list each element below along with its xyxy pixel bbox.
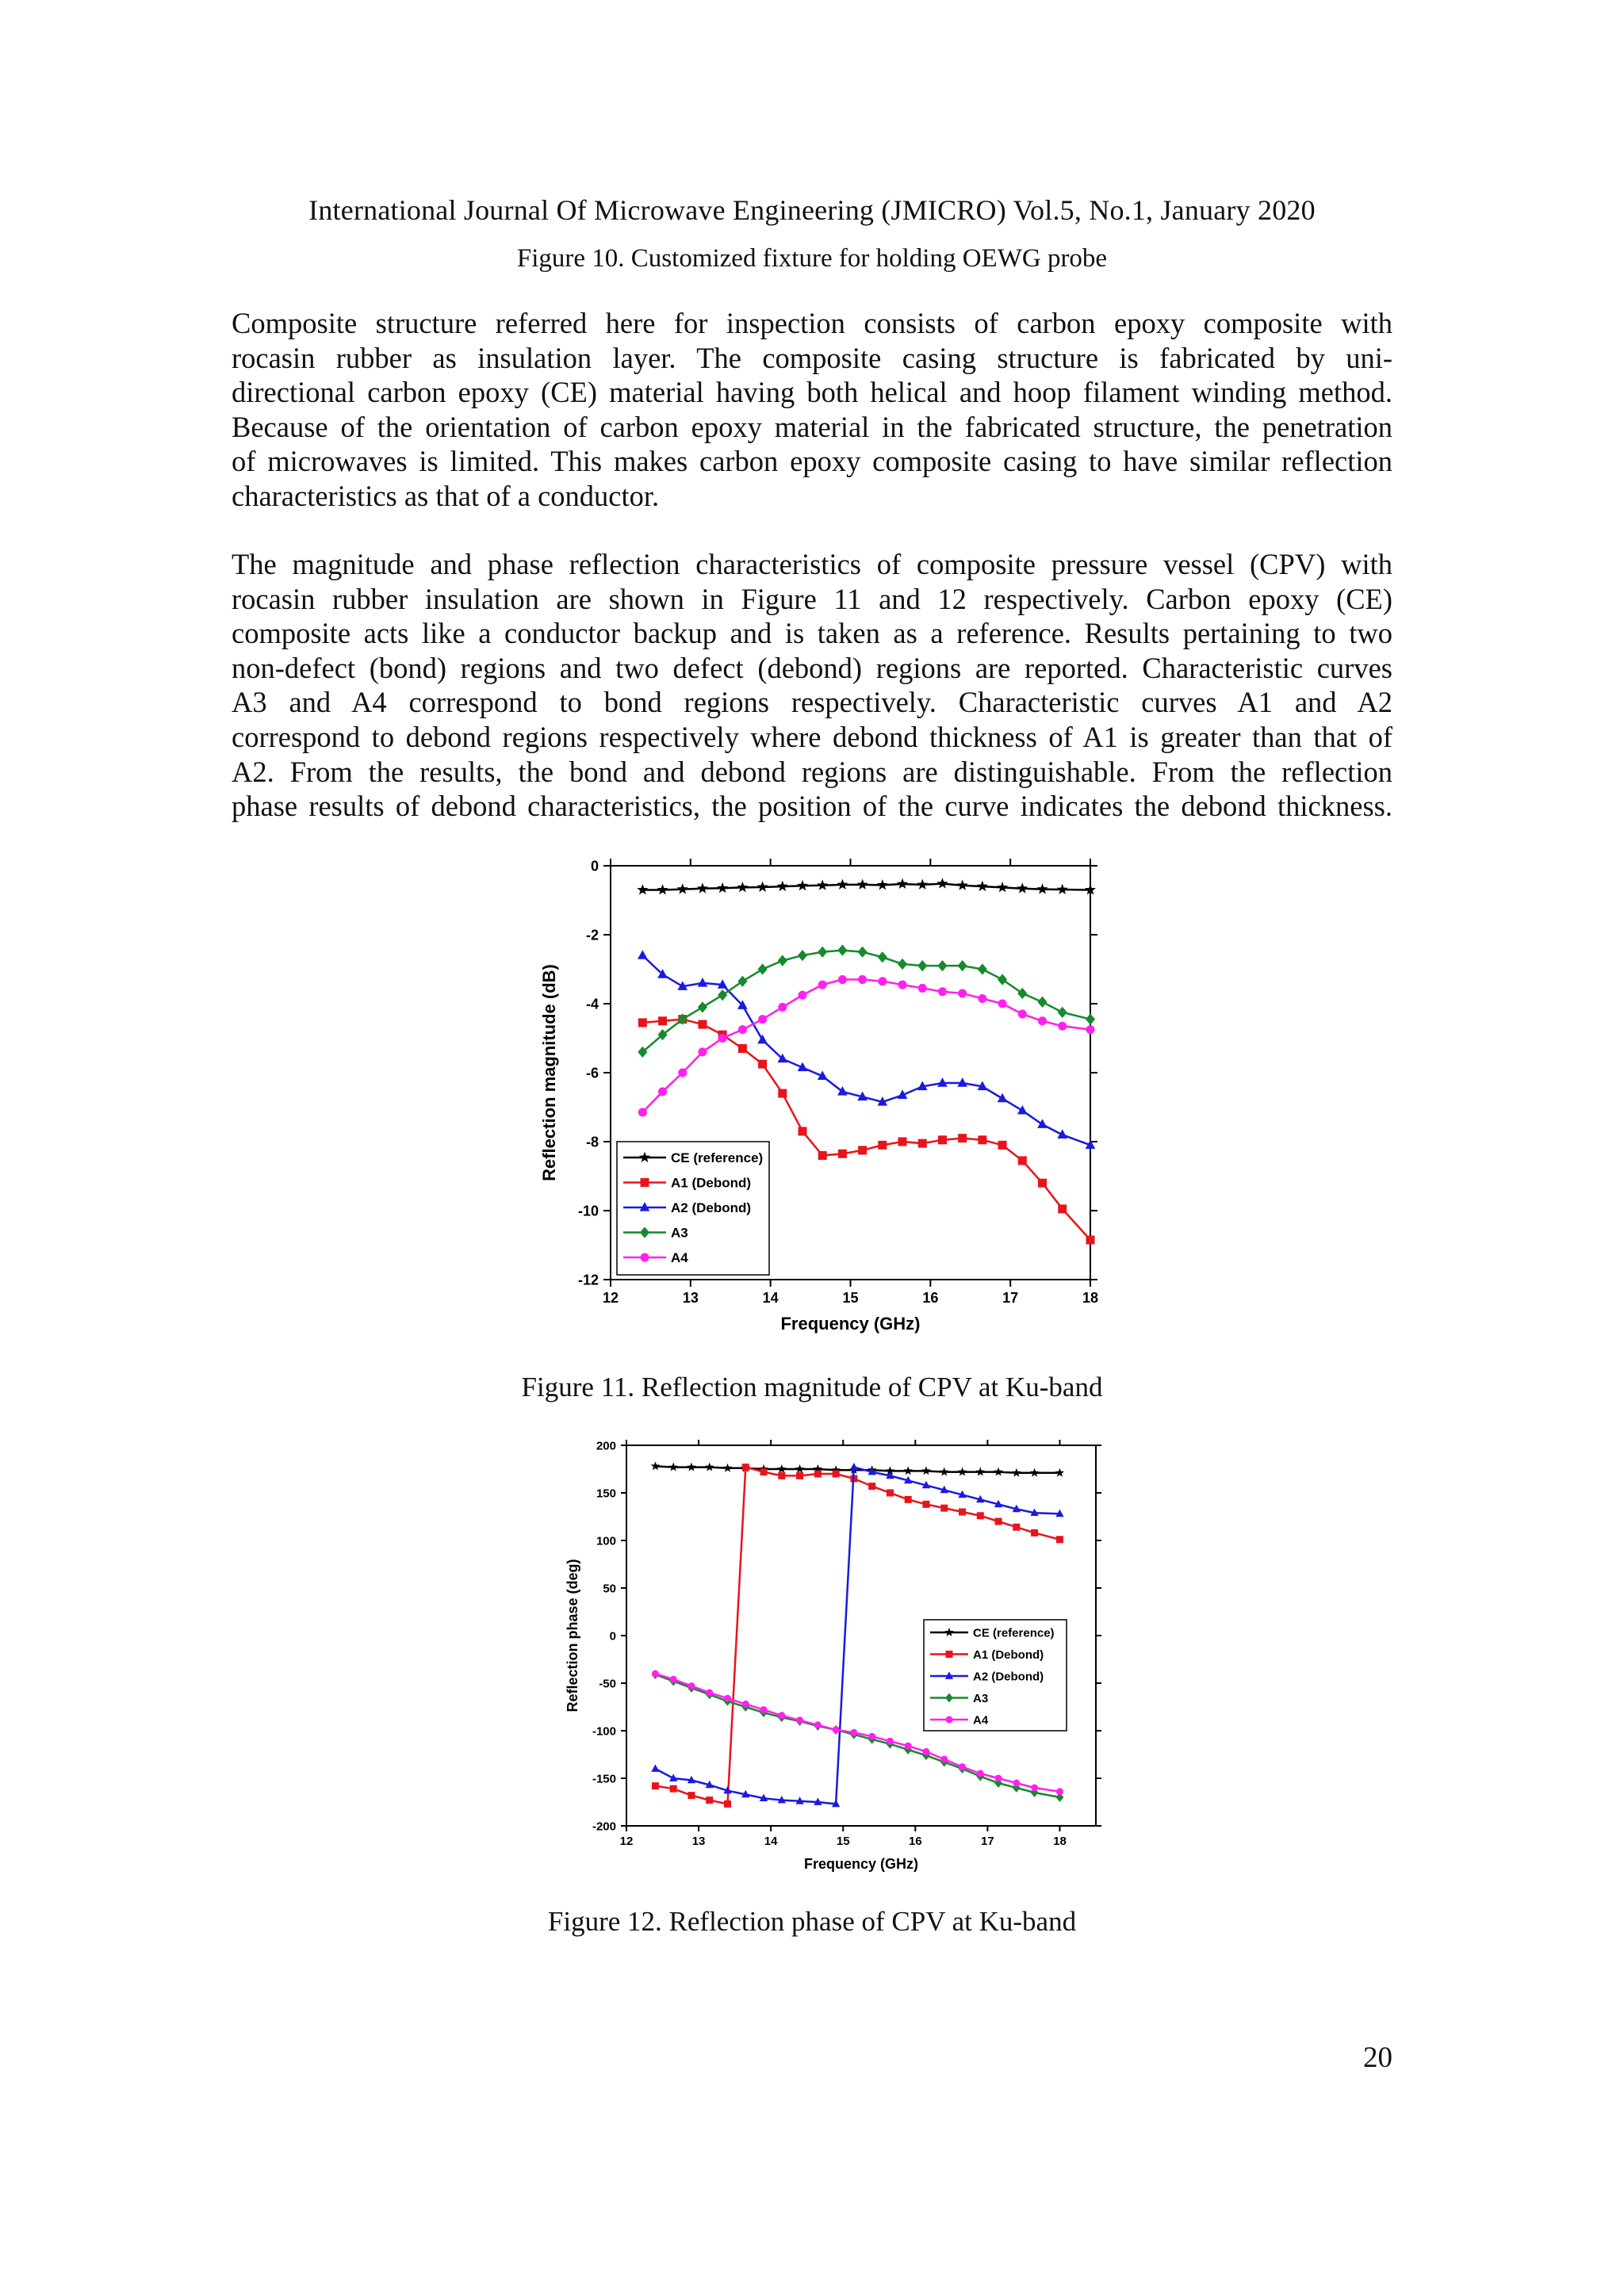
data-point — [940, 1756, 948, 1763]
y-tick-label: 150 — [596, 1487, 616, 1501]
data-point — [978, 963, 987, 974]
data-point — [652, 1782, 659, 1789]
data-point — [918, 1139, 927, 1148]
y-tick-label: -10 — [577, 1203, 599, 1219]
x-tick-label: 17 — [1002, 1290, 1019, 1306]
y-tick-label: -8 — [585, 1134, 599, 1150]
y-tick-label: -6 — [585, 1065, 599, 1081]
data-point — [814, 1471, 822, 1478]
data-point — [858, 947, 868, 958]
series-a4 — [638, 975, 1095, 1116]
legend-marker — [641, 1178, 649, 1187]
data-point — [795, 1464, 805, 1473]
data-point — [718, 1034, 727, 1043]
legend-label: A1 (Debond) — [973, 1647, 1044, 1662]
data-point — [977, 1770, 984, 1777]
data-point — [798, 950, 807, 961]
text-line: A2. From the results, the bond and debond regions are distinguishable. From the reflection — [232, 755, 1392, 788]
data-point — [1017, 988, 1027, 999]
data-point — [1030, 1468, 1040, 1477]
data-point — [837, 1086, 848, 1096]
data-point — [938, 1135, 947, 1144]
data-point — [738, 1044, 747, 1053]
data-point — [718, 989, 727, 1001]
data-point — [638, 950, 648, 959]
x-tick-label: 15 — [842, 1290, 859, 1306]
data-point — [688, 1682, 695, 1689]
y-tick-label: -200 — [592, 1820, 616, 1834]
data-point — [717, 882, 728, 893]
data-point — [833, 1726, 840, 1733]
data-point — [799, 1127, 807, 1135]
data-point — [1057, 884, 1068, 894]
data-point — [1055, 1468, 1065, 1477]
y-tick-label: 0 — [609, 1629, 616, 1644]
data-point — [1086, 1025, 1095, 1034]
data-point — [1058, 1204, 1067, 1213]
x-tick-label: 16 — [908, 1835, 922, 1848]
data-point — [1037, 997, 1047, 1008]
data-point — [758, 963, 768, 974]
data-point — [818, 981, 827, 989]
data-point — [998, 1093, 1008, 1103]
data-point — [905, 1743, 912, 1750]
figure12-caption: Figure 12. Reflection phase of CPV at Ku-band — [547, 1906, 1077, 1937]
text-line: rocasin rubber insulation are shown in Figure 11 and 12 respectively. Carbon epoxy (CE) — [232, 582, 1392, 615]
data-point — [897, 878, 908, 889]
data-point — [742, 1701, 749, 1708]
data-point — [977, 1512, 984, 1519]
x-tick-label: 17 — [981, 1835, 994, 1848]
data-point — [878, 1141, 887, 1150]
x-axis-label: Frequency (GHz) — [780, 1314, 921, 1334]
data-point — [687, 1463, 696, 1471]
data-point — [757, 882, 768, 892]
x-tick-label: 13 — [691, 1835, 706, 1848]
data-point — [678, 1069, 687, 1077]
text-line: characteristics as that of a conductor. — [232, 479, 660, 512]
data-point — [917, 879, 928, 890]
data-point — [1086, 1235, 1095, 1244]
paragraph-2 — [232, 547, 1392, 824]
data-point — [998, 1000, 1007, 1008]
y-tick-label: 200 — [596, 1439, 616, 1453]
data-point — [1012, 1468, 1021, 1477]
text-line: The magnitude and phase reflection characteristics of composite pressure vessel (CPV) with — [232, 548, 1392, 580]
data-point — [1017, 882, 1028, 893]
data-point — [1058, 1022, 1067, 1031]
series-a3 — [638, 944, 1095, 1058]
paragraph-1 — [232, 306, 1392, 514]
y-tick-label: 50 — [603, 1582, 616, 1596]
data-point — [878, 977, 887, 985]
data-point — [796, 1716, 803, 1724]
data-point — [937, 960, 947, 971]
data-point — [898, 981, 907, 989]
data-point — [651, 1461, 661, 1470]
data-point — [1018, 1010, 1027, 1019]
data-point — [706, 1689, 713, 1697]
text-line: A3 and A4 correspond to bond regions respectively. Characteristic curves A1 and A2 — [232, 686, 1392, 719]
data-point — [850, 1729, 857, 1736]
x-tick-label: 16 — [922, 1290, 939, 1306]
data-point — [698, 978, 708, 987]
data-point — [868, 1733, 875, 1740]
y-tick-label: -12 — [577, 1272, 599, 1288]
data-point — [1017, 1105, 1028, 1115]
text-line: of microwaves is limited. This makes carbon epoxy composite casing to have similar reflection — [232, 445, 1392, 478]
data-point — [940, 1468, 949, 1476]
data-point — [1013, 1524, 1020, 1531]
x-tick-label: 12 — [602, 1290, 619, 1306]
figure10-caption: Figure 10. Customized fixture for holding OEWG probe — [516, 244, 1108, 273]
data-point — [688, 1792, 695, 1799]
y-tick-label: 0 — [590, 858, 599, 874]
text-line: composite acts like a conductor backup and is taken as a reference. Results pertaining to two — [232, 617, 1392, 650]
data-point — [940, 1505, 948, 1512]
y-axis-label: Reflection phase (deg) — [565, 1559, 580, 1712]
y-tick-label: 100 — [596, 1534, 616, 1548]
data-point — [797, 880, 808, 890]
legend — [617, 1142, 769, 1275]
data-point — [978, 1135, 986, 1144]
data-point — [837, 944, 847, 955]
y-tick-label: -4 — [585, 996, 599, 1012]
data-point — [1058, 1007, 1067, 1018]
text-line: Because of the orientation of carbon epoxy material in the fabricated structure, the penetration — [232, 410, 1392, 443]
text-line: rocasin rubber as insulation layer. The composite casing structure is fabricated by uni- — [232, 341, 1392, 374]
data-point — [799, 991, 807, 1000]
data-point — [995, 1518, 1002, 1525]
data-point — [1056, 1536, 1063, 1543]
legend-marker — [946, 1716, 953, 1724]
data-point — [723, 1464, 733, 1472]
data-point — [697, 882, 708, 893]
figure11-chart — [531, 842, 1134, 1349]
data-point — [997, 882, 1008, 892]
data-point — [938, 987, 947, 996]
data-point — [705, 1463, 714, 1471]
data-point — [1036, 883, 1048, 894]
series-line — [642, 951, 1090, 1052]
data-point — [737, 882, 748, 892]
legend-label: A3 — [671, 1225, 688, 1241]
x-tick-label: 14 — [762, 1290, 779, 1306]
data-point — [652, 1670, 659, 1678]
x-axis-label: Frequency (GHz) — [803, 1856, 919, 1872]
text-line: phase results of debond characteristics, the position of the curve indicates the debond thickness. — [232, 790, 1392, 823]
data-point — [778, 1712, 785, 1719]
data-point — [760, 1706, 768, 1713]
x-tick-label: 14 — [764, 1835, 778, 1848]
data-point — [957, 879, 968, 890]
data-point — [958, 989, 967, 997]
legend-label: A4 — [973, 1713, 989, 1728]
data-point — [833, 1471, 840, 1478]
data-point — [878, 951, 887, 962]
text-line: correspond to debond regions respectively where debond thickness of A1 is greater than that of — [232, 720, 1392, 753]
data-point — [698, 1001, 707, 1012]
data-point — [638, 1018, 647, 1027]
data-point — [638, 1108, 647, 1117]
data-point — [658, 1087, 667, 1096]
y-tick-label: -50 — [599, 1677, 616, 1691]
data-point — [670, 1785, 677, 1793]
data-point — [818, 1151, 827, 1160]
data-point — [850, 1463, 858, 1470]
data-point — [758, 1060, 767, 1069]
data-point — [959, 1509, 966, 1516]
data-point — [837, 879, 848, 890]
data-point — [1038, 1179, 1047, 1188]
data-point — [898, 1138, 907, 1146]
data-point — [698, 1020, 707, 1029]
data-point — [724, 1695, 731, 1702]
series-line — [642, 955, 1090, 1145]
data-point — [858, 975, 867, 984]
legend-label: A2 (Debond) — [671, 1200, 752, 1215]
data-point — [995, 1775, 1002, 1782]
text-line: directional carbon epoxy (CE) material having both helical and hoop filament winding method. — [232, 376, 1392, 409]
data-point — [976, 1468, 986, 1476]
data-point — [738, 1025, 747, 1034]
data-point — [868, 1483, 875, 1490]
data-point — [917, 960, 927, 971]
data-point — [778, 1472, 785, 1479]
series-line — [642, 980, 1090, 1112]
x-tick-label: 18 — [1082, 1290, 1099, 1306]
data-point — [818, 947, 827, 958]
data-point — [978, 994, 986, 1003]
figure12-chart — [555, 1423, 1110, 1883]
data-point — [778, 1089, 787, 1098]
data-point — [994, 1468, 1003, 1476]
data-point — [778, 1003, 787, 1012]
data-point — [1086, 1013, 1095, 1024]
series-ce — [637, 878, 1096, 894]
data-point — [838, 975, 847, 984]
x-tick-label: 13 — [682, 1290, 699, 1306]
x-tick-label: 15 — [836, 1835, 850, 1848]
data-point — [905, 1496, 912, 1503]
data-point — [777, 1464, 787, 1473]
text-line: Composite structure referred here for inspection consists of carbon epoxy composite with — [232, 307, 1392, 339]
data-point — [1018, 1156, 1027, 1165]
data-point — [958, 1468, 967, 1476]
data-point — [1038, 1016, 1047, 1025]
data-point — [922, 1748, 929, 1755]
data-point — [677, 883, 688, 894]
data-point — [977, 881, 988, 891]
legend-label: A2 (Debond) — [973, 1670, 1044, 1684]
data-point — [857, 879, 868, 890]
data-point — [877, 879, 888, 890]
data-point — [922, 1501, 929, 1508]
legend-label: CE (reference) — [671, 1150, 764, 1165]
x-tick-label: 18 — [1053, 1835, 1067, 1848]
y-tick-label: -2 — [585, 927, 599, 943]
y-tick-label: -150 — [592, 1772, 616, 1786]
data-point — [958, 1134, 967, 1142]
legend-label: A1 (Debond) — [671, 1175, 752, 1191]
data-point — [921, 1466, 931, 1475]
legend-label: CE (reference) — [973, 1626, 1055, 1640]
data-point — [814, 1721, 822, 1728]
data-point — [758, 1015, 767, 1024]
data-point — [742, 1464, 749, 1471]
data-point — [706, 1797, 713, 1804]
data-point — [918, 984, 927, 993]
legend-marker — [946, 1651, 953, 1658]
legend-marker — [641, 1253, 649, 1262]
data-point — [658, 1016, 667, 1025]
data-point — [796, 1472, 803, 1479]
data-point — [1013, 1780, 1020, 1787]
journal-header: International Journal Of Microwave Engineering (JMICRO) Vol.5, No.1, January 2020 — [308, 194, 1316, 226]
figure11-caption: Figure 11. Reflection magnitude of CPV at Ku-band — [521, 1372, 1103, 1402]
data-point — [898, 959, 907, 970]
data-point — [1037, 1119, 1048, 1128]
data-point — [1031, 1529, 1038, 1536]
data-point — [858, 1146, 867, 1154]
data-point — [737, 976, 747, 987]
data-point — [998, 1141, 1007, 1150]
data-point — [657, 884, 668, 894]
data-point — [651, 1764, 659, 1771]
y-axis-label: Reflection magnitude (dB) — [539, 964, 559, 1181]
data-point — [817, 879, 828, 890]
data-point — [760, 1468, 768, 1475]
legend — [924, 1620, 1067, 1731]
data-point — [959, 1763, 966, 1770]
data-point — [670, 1676, 677, 1683]
data-point — [668, 1463, 678, 1471]
data-point — [777, 881, 788, 891]
data-point — [637, 884, 648, 894]
page-number: 20 — [1363, 2042, 1392, 2074]
data-point — [838, 1150, 847, 1158]
legend-label: A3 — [973, 1691, 989, 1705]
data-point — [887, 1738, 894, 1745]
data-point — [724, 1800, 731, 1808]
data-point — [778, 955, 787, 966]
text-line: non-defect (bond) regions and two defect (debond) regions are reported. Characteristic curves — [232, 651, 1392, 684]
data-point — [698, 1047, 707, 1056]
data-point — [998, 974, 1007, 985]
data-point — [1056, 1788, 1063, 1795]
data-point — [1031, 1785, 1038, 1792]
y-tick-label: -100 — [592, 1724, 616, 1739]
data-point — [887, 1490, 894, 1497]
data-point — [958, 960, 967, 971]
legend-label: A4 — [671, 1249, 688, 1265]
data-point — [903, 1466, 913, 1475]
data-point — [936, 878, 948, 888]
x-tick-label: 12 — [619, 1835, 634, 1848]
